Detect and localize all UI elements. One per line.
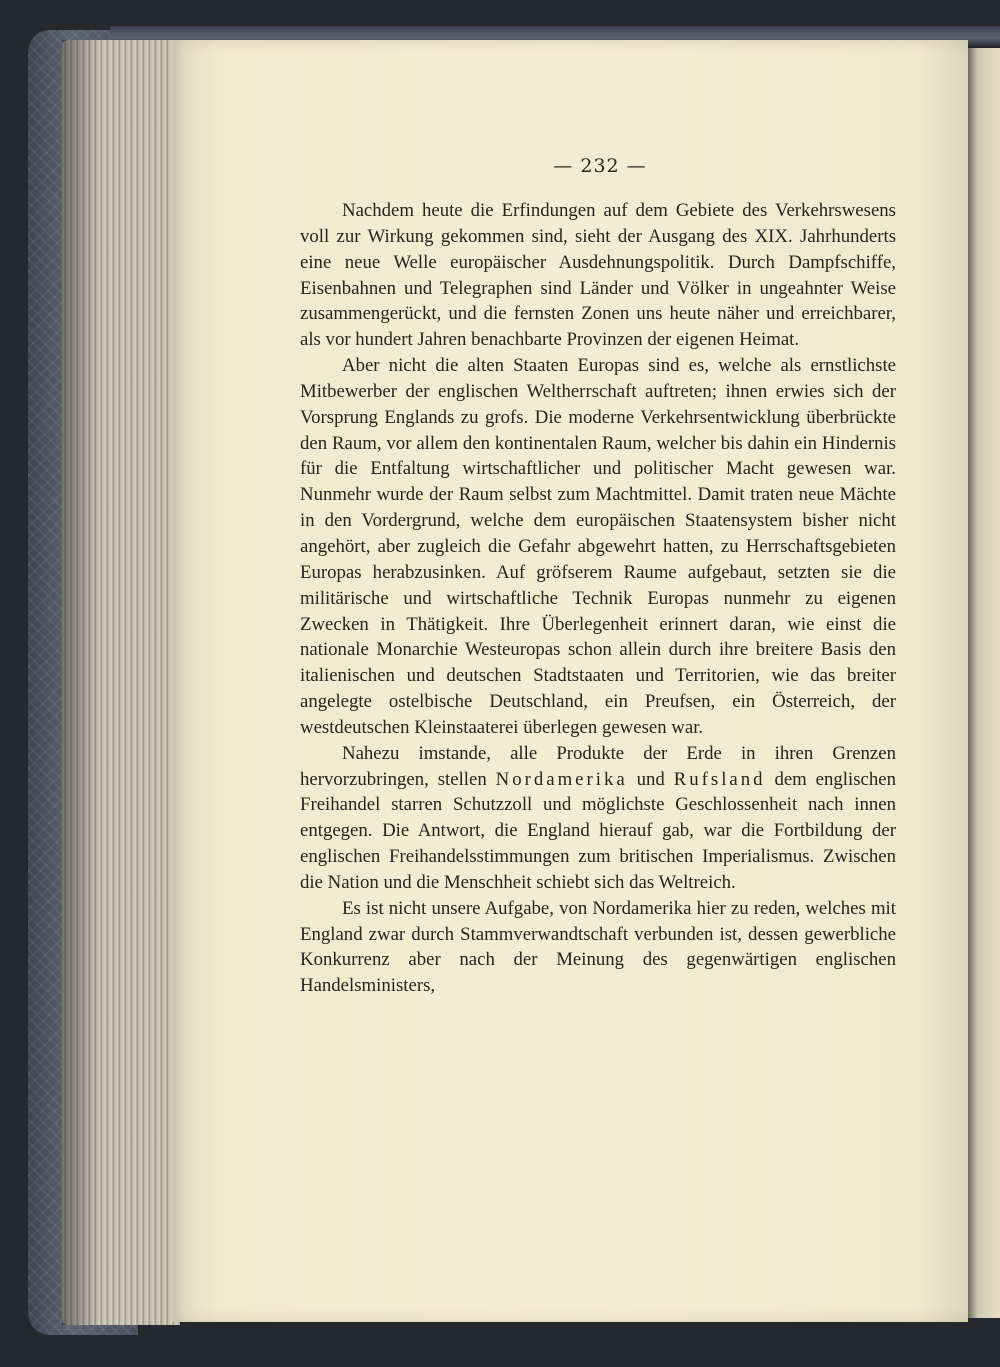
paragraph-text: dem englischen Freihandel starren Schutzzoll und möglichste Geschlossenheit nach innen entgegen. Die Antwort, die England hierauf gab, war die Fortbildung der englischen Freihandelsstimmungen zum britischen Imperialismus. Zwischen die Nation und die Menschheit schiebt sich das Weltreich. <box>300 768 896 893</box>
spaced-name-north-america: Nordamerika <box>495 768 628 790</box>
next-page-edge <box>968 48 1000 1318</box>
spaced-name-russia: Rufsland <box>673 768 766 790</box>
paragraph: Es ist nicht unsere Aufgabe, von Nordamerika hier zu reden, welches mit England zwar durch Stammverwandtschaft verbunden ist, dessen gewerbliche Konkurrenz aber nach der Meinung des gegenwärtigen englischen Handelsministers, <box>300 897 896 997</box>
page-edges <box>62 40 180 1325</box>
paragraph <box>300 741 896 896</box>
paragraph-text: und <box>627 768 674 790</box>
paragraph: Aber nicht die alten Staaten Europas sind es, welche als ernstlichste Mitbewerber der englischen Weltherrschaft auftreten; ihnen erwies sich der Vorsprung Englands zu grofs. Die moderne Verkehrsentwicklung überbrückte den Raum, vor allem den kontinentalen Raum, welcher bis dahin ein Hindernis für die Entfaltung wirtschaftlicher und politischer Macht gewesen war. Nunmehr wurde der Raum selbst zum Machtmittel. Damit traten neue Mächte in den Vordergrund, welche dem europäischen Staatensystem bisher nicht angehört, aber zugleich die Gefahr abgewehrt hatten, zu Herrschaftsgebieten Europas herabzusinken. Auf gröfserem Raume aufgebaut, setzten sie die militärische und wirtschaftliche Technik Europas nunmehr zu eigenen Zwecken in Thätigkeit. Ihre Überlegenheit erinnert daran, wie einst die nationale Monarchie Westeuropas schon allein durch ihre breitere Basis den italienischen und deutschen Stadtstaaten und Territorien, wie das breiter angelegte ostelbische Deutschland, ein Preufsen, ein Österreich, der westdeutschen Kleinstaaterei überlegen gewesen war. <box>300 355 896 738</box>
paragraph: Nachdem heute die Erfindungen auf dem Gebiete des Verkehrswesens voll zur Wirkung gekommen sind, sieht der Ausgang des XIX. Jahrhunderts eine neue Welle europäischer Ausdehnungspolitik. Durch Dampfschiffe, Eisenbahnen und Telegraphen sind Länder und Völker in ungeahnter Weise zusammengerückt, und die fernsten Zonen uns heute näher und erreichbarer, als vor hundert Jahren benachbarte Provinzen der eigenen Heimat. <box>300 200 896 351</box>
body-text <box>300 198 896 999</box>
paragraph-text: Nahezu imstande, alle Produkte der Erde in ihren Grenzen hervorzubringen, stellen <box>300 742 896 790</box>
page-number: — 232 — <box>553 155 647 177</box>
